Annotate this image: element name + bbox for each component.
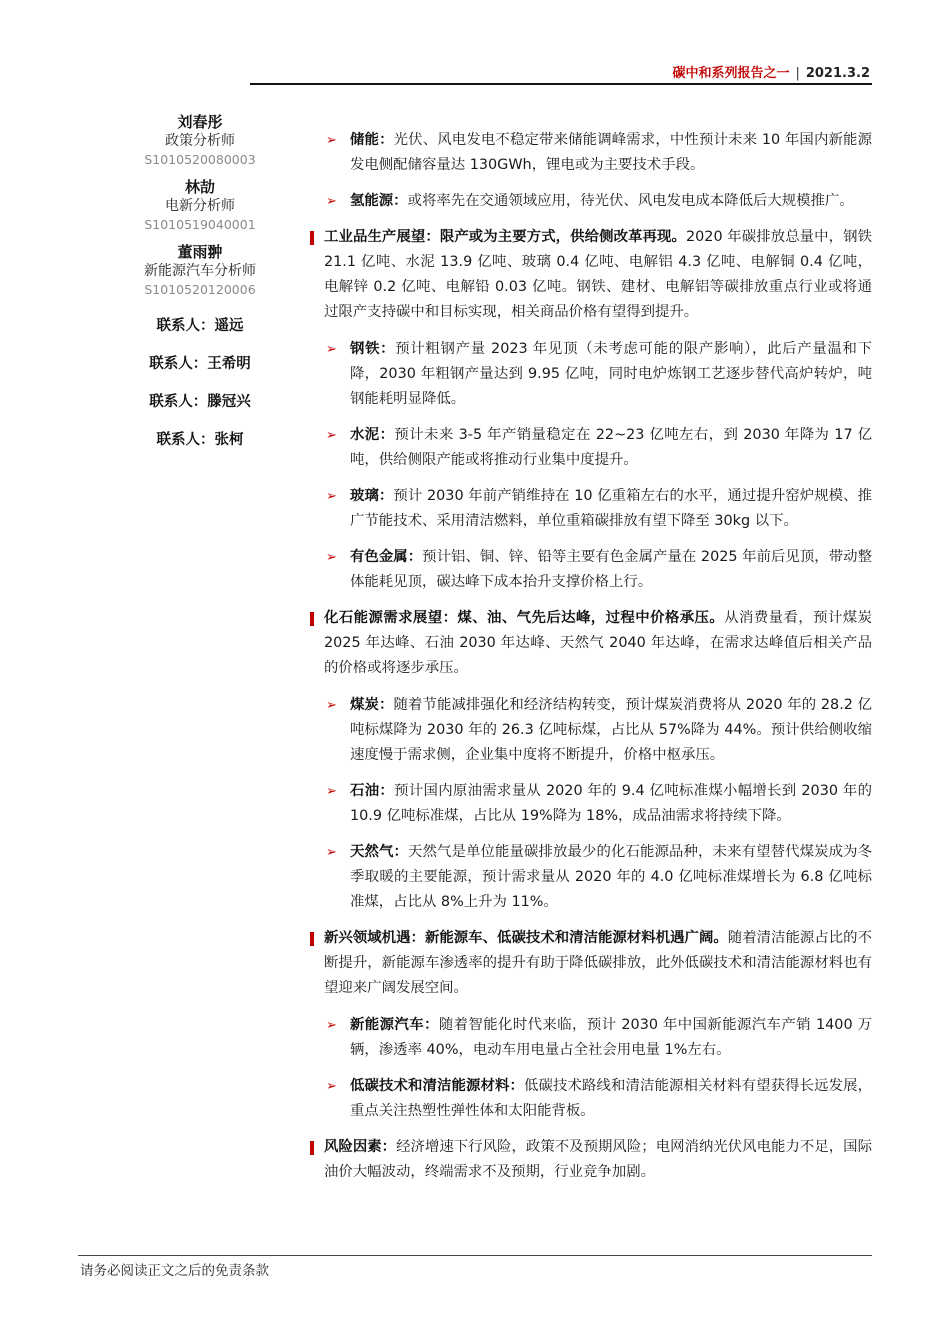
arrow-bullet-icon: ➢ bbox=[326, 784, 337, 799]
bullet-item bbox=[326, 484, 872, 534]
section-body: 2020 年碳排放总量中，钢铁 21.1 亿吨、水泥 13.9 亿吨、玻璃 0.4 亿吨、电解铝 4.3 亿吨、电解铜 0.4 亿吨，电解锌 0.2 亿吨、电解铅 0.03 亿吨。钢铁、建材、电解铝等碳排放重点行业或将通过限产支持碳中和目标实现，相关商品价格有望得到提升。 bbox=[324, 229, 872, 320]
section-body: 从消费量看，预计煤炭 2025 年达峰、石油 2030 年达峰、天然气 2040 年达峰，在需求达峰值后相关产品的价格或将逐步承压。 bbox=[324, 610, 872, 676]
bullet-text: 低碳技术路线和清洁能源相关材料有望获得长远发展，重点关注热塑性弹性体和太阳能背板。 bbox=[350, 1078, 872, 1119]
analyst-sidebar bbox=[110, 112, 290, 450]
bullet-key: 新能源汽车： bbox=[350, 1017, 439, 1033]
bullet-text: 预计粗钢产量 2023 年见顶（未考虑可能的限产影响），此后产量温和下降，2030 年粗钢产量达到 9.95 亿吨，同时电炉炼钢工艺逐步替代高炉转炉，吨钢能耗明显降低。 bbox=[350, 341, 872, 407]
arrow-bullet-icon: ➢ bbox=[326, 1079, 337, 1094]
analyst-name: 刘春彤 bbox=[177, 113, 223, 131]
analyst-code: S1010520120006 bbox=[144, 282, 256, 297]
bullet-key: 玻璃： bbox=[350, 488, 394, 504]
contact-person: 联系人：滕冠兴 bbox=[149, 394, 251, 410]
arrow-bullet-icon: ➢ bbox=[326, 342, 337, 357]
footer-rule bbox=[78, 1255, 872, 1256]
contact-person: 联系人：张柯 bbox=[156, 432, 244, 448]
arrow-bullet-icon: ➢ bbox=[326, 698, 337, 713]
bullet-item bbox=[326, 1013, 872, 1063]
bullet-text: 天然气是单位能量碳排放最少的化石能源品种，未来有望替代煤炭成为冬季取暖的主要能源，预计需求量从 2020 年的 4.0 亿吨标准煤增长为 6.8 亿吨标准煤，占比从 8%上升为 11%。 bbox=[350, 844, 872, 910]
footer-disclaimer: 请务必阅读正文之后的免责条款 bbox=[80, 1263, 269, 1279]
risk-text: 经济增速下行风险，政策不及预期风险；电网消纳光伏风电能力不足，国际油价大幅波动，终端需求不及预期，行业竞争加剧。 bbox=[324, 1139, 872, 1180]
bullet-text: 预计铝、铜、锌、铅等主要有色金属产量在 2025 年前后见顶，带动整体能耗见顶，碳达峰下成本抬升支撑价格上行。 bbox=[350, 549, 872, 590]
analyst-title: 电新分析师 bbox=[165, 198, 235, 214]
contact-person: 联系人：遥远 bbox=[156, 318, 244, 334]
report-series: 碳中和系列报告之一 bbox=[672, 66, 790, 81]
bullet-key: 石油： bbox=[350, 783, 395, 799]
section-risk bbox=[310, 1135, 872, 1185]
section-lead: 新兴领域机遇：新能源车、低碳技术和清洁能源材料机遇广阔。 bbox=[324, 930, 728, 946]
analyst-name: 董雨翀 bbox=[177, 243, 223, 261]
bullet-item bbox=[326, 779, 872, 829]
bullet-key: 水泥： bbox=[350, 427, 395, 443]
bullet-key: 钢铁： bbox=[350, 341, 396, 357]
analyst-name: 林劼 bbox=[184, 178, 215, 196]
bullet-item bbox=[326, 545, 872, 595]
analyst-card bbox=[110, 242, 290, 298]
section-fossil-energy bbox=[310, 606, 872, 681]
contact-person: 联系人：王希明 bbox=[149, 356, 251, 372]
bullet-item bbox=[326, 337, 872, 412]
bullet-key: 天然气： bbox=[350, 844, 409, 860]
arrow-bullet-icon: ➢ bbox=[326, 428, 337, 443]
header-rule bbox=[250, 83, 872, 85]
bullet-item bbox=[326, 189, 872, 214]
analyst-code: S1010519040001 bbox=[144, 217, 256, 232]
bullet-text: 随着智能化时代来临，预计 2030 年中国新能源汽车产销 1400 万辆，渗透率 40%，电动车用电量占全社会用电量 1%左右。 bbox=[350, 1017, 872, 1058]
report-header bbox=[672, 62, 870, 81]
section-body: 随着清洁能源占比的不断提升，新能源车渗透率的提升有助于降低碳排放，此外低碳技术和清洁能源材料也有望迎来广阔发展空间。 bbox=[324, 930, 872, 996]
bullet-item bbox=[326, 840, 872, 915]
bullet-item bbox=[326, 693, 872, 768]
bullet-key: 有色金属： bbox=[350, 549, 423, 565]
report-date: 2021.3.2 bbox=[805, 66, 870, 81]
analyst-title: 政策分析师 bbox=[165, 133, 235, 149]
report-body bbox=[310, 128, 872, 1197]
arrow-bullet-icon: ➢ bbox=[326, 1018, 337, 1033]
section-industrial bbox=[310, 225, 872, 325]
arrow-bullet-icon: ➢ bbox=[326, 845, 337, 860]
bullet-text: 光伏、风电发电不稳定带来储能调峰需求，中性预计未来 10 年国内新能源发电侧配储容量达 130GWh，锂电或为主要技术手段。 bbox=[350, 132, 872, 173]
arrow-bullet-icon: ➢ bbox=[326, 194, 337, 209]
analyst-title: 新能源汽车分析师 bbox=[144, 263, 256, 279]
bullet-item bbox=[326, 423, 872, 473]
risk-key: 风险因素： bbox=[324, 1139, 397, 1155]
bullet-key: 煤炭： bbox=[350, 697, 394, 713]
section-lead: 工业品生产展望：限产或为主要方式，供给侧改革再现。 bbox=[324, 229, 686, 245]
analyst-code: S1010520080003 bbox=[144, 152, 256, 167]
analyst-card bbox=[110, 177, 290, 233]
analyst-card bbox=[110, 112, 290, 168]
bullet-text: 预计未来 3-5 年产销量稳定在 22~23 亿吨左右，到 2030 年降为 17 亿吨，供给侧限产能或将推动行业集中度提升。 bbox=[350, 427, 872, 468]
arrow-bullet-icon: ➢ bbox=[326, 489, 337, 504]
arrow-bullet-icon: ➢ bbox=[326, 550, 337, 565]
header-separator: | bbox=[795, 66, 800, 81]
bullet-key: 氢能源： bbox=[350, 193, 408, 209]
bullet-text: 随着节能减排强化和经济结构转变，预计煤炭消费将从 2020 年的 28.2 亿吨标煤降为 2030 年的 26.3 亿吨标煤，占比从 57%降为 44%。预计供给侧收缩速度慢于需求侧，企业集中度将不断提升，价格中枢承压。 bbox=[350, 697, 872, 763]
section-lead: 化石能源需求展望：煤、油、气先后达峰，过程中价格承压。 bbox=[324, 610, 725, 626]
bullet-key: 低碳技术和清洁能源材料： bbox=[350, 1078, 525, 1094]
section-emerging-fields bbox=[310, 926, 872, 1001]
bullet-text: 预计国内原油需求量从 2020 年的 9.4 亿吨标准煤小幅增长到 2030 年的 10.9 亿吨标准煤，占比从 19%降为 18%，成品油需求将持续下降。 bbox=[350, 783, 872, 824]
bullet-text: 预计 2030 年前产销维持在 10 亿重箱左右的水平，通过提升窑炉规模、推广节能技术、采用清洁燃料，单位重箱碳排放有望下降至 30kg 以下。 bbox=[350, 488, 872, 529]
arrow-bullet-icon: ➢ bbox=[326, 133, 337, 148]
bullet-item bbox=[326, 1074, 872, 1124]
bullet-key: 储能： bbox=[350, 132, 394, 148]
bullet-item bbox=[326, 128, 872, 178]
bullet-text: 或将率先在交通领域应用，待光伏、风电发电成本降低后大规模推广。 bbox=[407, 193, 854, 209]
